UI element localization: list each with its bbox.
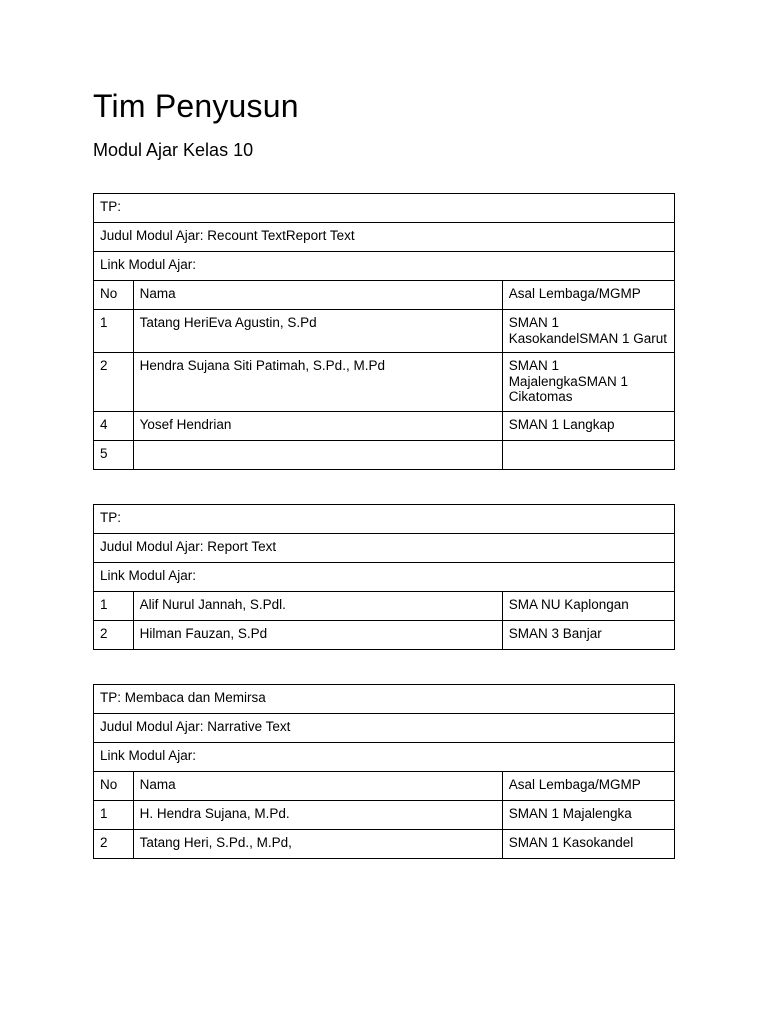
row-nama: Hilman Fauzan, S.Pd xyxy=(133,621,502,650)
header-no: No xyxy=(94,772,134,801)
judul-cell: Judul Modul Ajar: Narrative Text xyxy=(94,714,675,743)
link-row xyxy=(94,563,675,592)
header-row xyxy=(94,772,675,801)
row-nama: Tatang HeriEva Agustin, S.Pd xyxy=(133,310,502,353)
row-nama: Alif Nurul Jannah, S.Pdl. xyxy=(133,592,502,621)
header-no: No xyxy=(94,281,134,310)
tp-cell: TP: xyxy=(94,505,675,534)
row-asal: SMAN 1 MajalengkaSMAN 1 Cikatomas xyxy=(502,353,674,412)
table-row xyxy=(94,440,675,469)
table-row xyxy=(94,310,675,353)
link-row xyxy=(94,252,675,281)
row-no: 1 xyxy=(94,592,134,621)
row-no: 1 xyxy=(94,801,134,830)
header-nama: Nama xyxy=(133,281,502,310)
row-asal: SMAN 1 Majalengka xyxy=(502,801,674,830)
team-table-report xyxy=(93,504,675,650)
tp-row xyxy=(94,685,675,714)
table-row xyxy=(94,592,675,621)
row-no: 5 xyxy=(94,440,134,469)
row-nama: H. Hendra Sujana, M.Pd. xyxy=(133,801,502,830)
row-asal: SMAN 1 Kasokandel xyxy=(502,830,674,859)
table-row xyxy=(94,830,675,859)
row-asal: SMAN 1 Langkap xyxy=(502,411,674,440)
judul-row xyxy=(94,534,675,563)
header-asal: Asal Lembaga/MGMP xyxy=(502,281,674,310)
header-row xyxy=(94,281,675,310)
table-row xyxy=(94,801,675,830)
row-no: 2 xyxy=(94,353,134,412)
header-asal: Asal Lembaga/MGMP xyxy=(502,772,674,801)
link-cell: Link Modul Ajar: xyxy=(94,563,675,592)
row-no: 4 xyxy=(94,411,134,440)
row-asal: SMAN 1 KasokandelSMAN 1 Garut xyxy=(502,310,674,353)
row-asal: SMAN 3 Banjar xyxy=(502,621,674,650)
row-no: 2 xyxy=(94,830,134,859)
row-asal: SMA NU Kaplongan xyxy=(502,592,674,621)
judul-row xyxy=(94,223,675,252)
link-row xyxy=(94,743,675,772)
row-no: 1 xyxy=(94,310,134,353)
row-nama xyxy=(133,440,502,469)
tp-row xyxy=(94,505,675,534)
judul-cell: Judul Modul Ajar: Report Text xyxy=(94,534,675,563)
table-row xyxy=(94,353,675,412)
team-table-narrative xyxy=(93,684,675,859)
judul-cell: Judul Modul Ajar: Recount TextReport Text xyxy=(94,223,675,252)
row-no: 2 xyxy=(94,621,134,650)
page-title: Tim Penyusun xyxy=(93,88,299,124)
tp-cell: TP: Membaca dan Memirsa xyxy=(94,685,675,714)
page-subtitle: Modul Ajar Kelas 10 xyxy=(93,140,254,160)
header-nama: Nama xyxy=(133,772,502,801)
row-nama: Tatang Heri, S.Pd., M.Pd, xyxy=(133,830,502,859)
table-row xyxy=(94,621,675,650)
row-nama: Yosef Hendrian xyxy=(133,411,502,440)
link-cell: Link Modul Ajar: xyxy=(94,743,675,772)
row-nama: Hendra Sujana Siti Patimah, S.Pd., M.Pd xyxy=(133,353,502,412)
tp-cell: TP: xyxy=(94,194,675,223)
judul-row xyxy=(94,714,675,743)
link-cell: Link Modul Ajar: xyxy=(94,252,675,281)
table-row xyxy=(94,411,675,440)
team-table-recount-report xyxy=(93,193,675,470)
tp-row xyxy=(94,194,675,223)
row-asal xyxy=(502,440,674,469)
